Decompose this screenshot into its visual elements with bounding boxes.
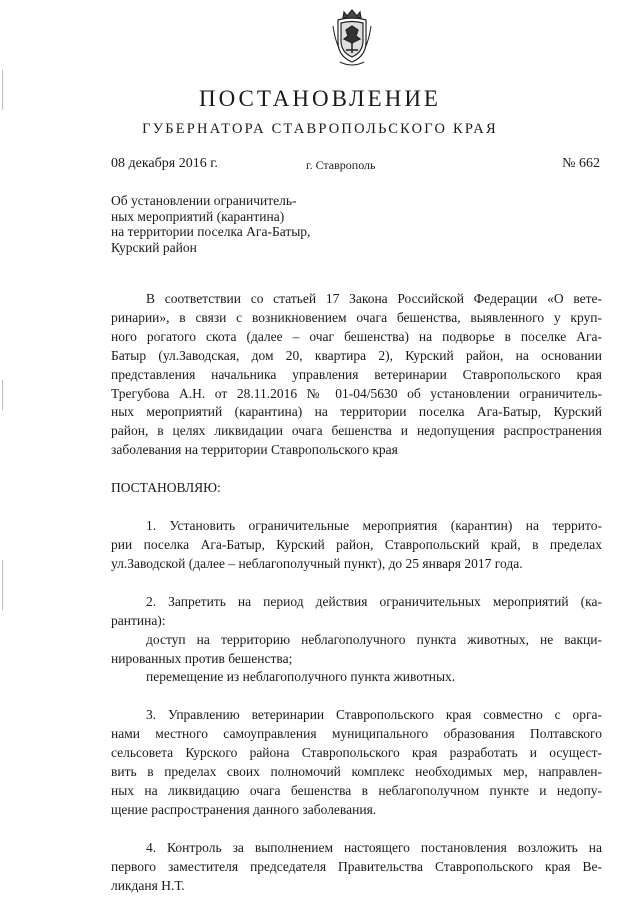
text-line: В соответствии со статьей 17 Закона Российской Федерации «О вете- — [146, 291, 602, 306]
document-date: 08 декабря 2016 г. — [111, 156, 218, 171]
text-line: сельсовета Курского района Ставропольского края разработать и осущест- — [111, 745, 602, 761]
text-line: рантина): — [111, 612, 166, 628]
document-heading — [111, 193, 310, 255]
text-line: ликданя Н.Т. — [111, 877, 185, 893]
text-line: район, в целях ликвидации очага бешенства и недопущения распространения — [111, 423, 602, 439]
document-city: г. Ставрополь — [306, 158, 376, 172]
decree-item-2 — [111, 593, 602, 688]
document-number: № 662 — [562, 156, 600, 171]
preamble-paragraph — [111, 290, 602, 460]
text-line: перемещение из неблагополучного пункта животных. — [146, 669, 456, 685]
decree-item-4 — [111, 839, 602, 896]
text-line: ул.Заводской (далее – неблагополучный пункт), до 25 января 2017 года. — [111, 555, 523, 571]
text-line: заболевания на территории Ставропольского края — [111, 442, 398, 458]
decree-item-1 — [111, 517, 602, 574]
document-title: ПОСТАНОВЛЕНИЕ — [199, 86, 441, 111]
text-line: первого заместителя председателя Правительства Ставропольского края Ве- — [111, 858, 602, 874]
text-line: ных мероприятий (карантина) на территории поселка Ага-Батыр, Курский — [111, 404, 602, 420]
text-line: рии поселка Ага-Батыр, Курский район, Ставропольский край, в пределах — [111, 536, 602, 552]
text-line: 2. Запретить на период действия ограничительных мероприятий (ка- — [146, 593, 602, 609]
text-line: доступ на территорию неблагополучного пункта животных, не вакци- — [146, 631, 602, 647]
text-line: Трегубова А.Н. от 28.11.2016 № 01-04/5630 об установлении ограничитель- — [111, 385, 602, 401]
document-subtitle: ГУБЕРНАТОРА СТАВРОПОЛЬСКОГО КРАЯ — [142, 121, 498, 137]
text-line: 4. Контроль за выполнением настоящего постановления возложить на — [146, 839, 602, 855]
text-line: Батыр (ул.Заводская, дом 20, квартира 2), Курский район, на основании — [111, 347, 602, 363]
heading-line: Курский район — [111, 239, 197, 255]
document-body — [111, 290, 602, 895]
decree-word: ПОСТАНОВЛЯЮ: — [111, 480, 221, 496]
heading-line: ных мероприятий (карантина) — [111, 208, 285, 224]
scan-edge-mark — [2, 380, 3, 410]
text-line: ринарии», в связи с возникновением очага бешенства, выявленного у круп- — [111, 309, 602, 325]
text-line: 3. Управлению ветеринарии Ставропольского края совместно с орга- — [146, 707, 602, 723]
text-line: нами местного самоуправления муниципального образования Полтавского — [111, 726, 602, 742]
heading-line: Об установлении ограничитель- — [111, 193, 297, 208]
text-line: щение распространения данного заболевания. — [111, 801, 377, 817]
text-line: нированных против бешенства; — [111, 650, 293, 666]
scan-edge-mark — [2, 560, 3, 610]
text-line: ного рогатого скота (далее – очаг бешенства) на подворье в поселке Ага- — [111, 328, 602, 344]
decree-item-3 — [111, 706, 602, 819]
heading-line: на территории поселка Ага-Батыр, — [111, 224, 311, 239]
text-line: вить в пределах своих полномочий комплекс необходимых мер, направлен- — [111, 764, 602, 780]
text-line: ных на ликвидацию очага бешенства в неблагополучном пункте и недопу- — [111, 782, 602, 798]
text-line: представления начальника управления ветеринарии Ставропольского края — [111, 366, 602, 382]
coat-of-arms-icon — [330, 8, 374, 68]
text-line: 1. Установить ограничительные мероприятия (карантин) на террито- — [146, 518, 602, 534]
